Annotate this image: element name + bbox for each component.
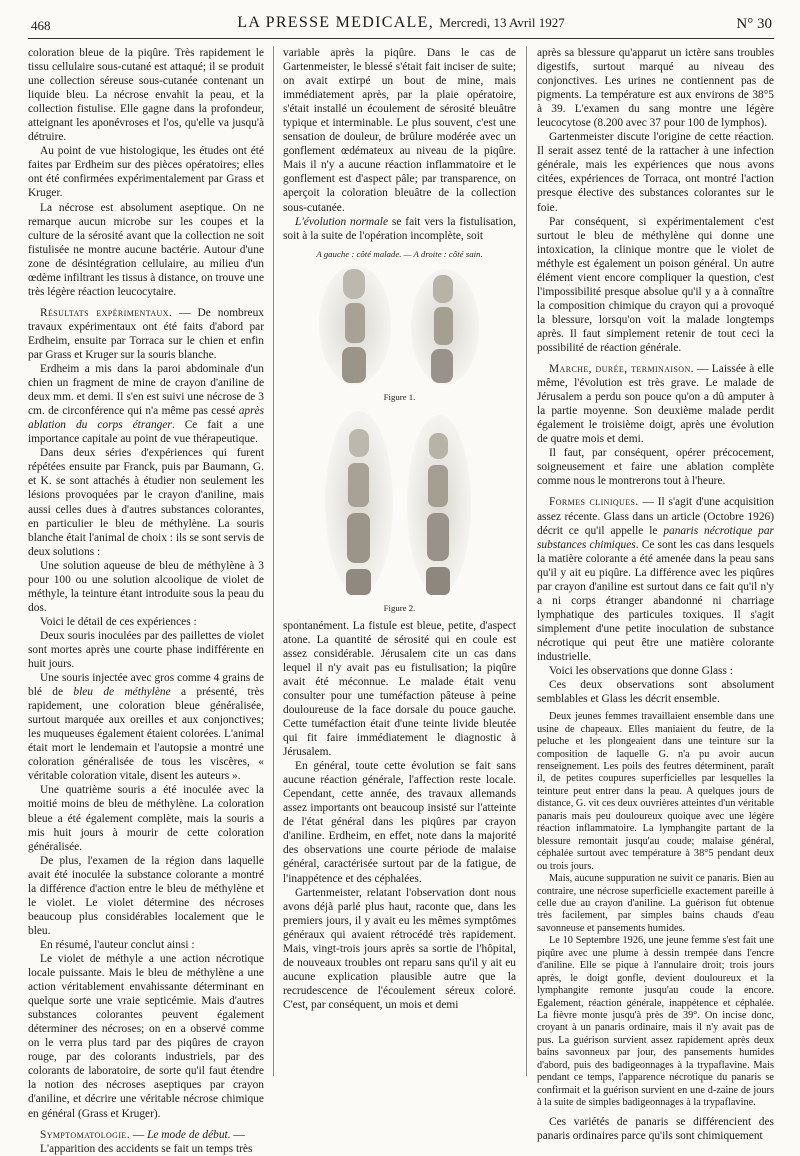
section-heading: Formes cliniques. <box>549 496 639 509</box>
issue-number: N° 30 <box>736 16 772 32</box>
paragraph: En général, toute cette évolution se fait sans aucune réaction générale, l'affection reste locale. Cependant, cette année, des travaux allemands assez importants ont beaucoup insisté sur l'atteinte de l'état général dans les piqûres par crayon d'aniline. Erdheim, en effet, note dans la majorité des observations une courte période de malaise général, caractérisée surtout par de la fatigue, de l'inappétence et des céphalées. <box>283 760 516 885</box>
column-rule <box>273 46 274 1076</box>
x-ray-fingers-image <box>313 265 488 385</box>
paragraph: Marche, durée, terminaison. — Laissée à elle même, l'évolution est très grave. Le malade de Jérusalem a perdu son pouce qu'on a dû amputer à la partie moyenne. Son deuxième malade perdit également le troisième doigt, après une évolution de quatre mois et demi. <box>537 363 774 446</box>
paragraph: après sa blessure qu'apparut un ictère sans troubles digestifs, surtout marqué au niveau des conjonctives. Les urines ne contiennent pas de pigments. La température est aux environs de 38°5 à 39. L'examen du sang montre une légère leucocytose (8.200 avec 37 pour 100 de lymphos). <box>537 47 774 130</box>
paragraph: De plus, l'examen de la région dans laquelle avait été inoculée la substance colorante a montré la différence d'action entre le bleu de méthylène et le violet. Le violet détermine des nécroses beaucoup plus considérables localement que le bleu. <box>28 854 264 937</box>
paragraph: Ces variétés de panaris se différencient des panaris ordinaires parce qu'ils sont chimiquement <box>537 1115 774 1142</box>
paragraph: Deux souris inoculées par des paillettes de violet sont mortes après une courte phase indifférente en huit jours. <box>28 629 264 671</box>
paragraph: Une souris injectée avec gros comme 4 grains de blé de bleu de méthylène a présenté, très rapidement, une coloration bleue généralisée, surtout marquée aux oreilles et aux conjonctives; les muqueuses également étaient colorées. L'animal était mort le lendemain et l'autopsie a montré une coloration généralisée de tous les viscères, « véritable coloration vitale, disent les auteurs ». <box>28 672 265 783</box>
paragraph: Ces deux observations sont absolument semblables et Glass les décrit ensemble. <box>537 679 774 706</box>
paragraph: Une solution aqueuse de bleu de méthylène à 3 pour 100 ou une solution alcoolique de violet de méthyle, la teinture étant introduite sous la peau du dos. <box>28 559 264 614</box>
subsection-heading: Le mode de début. <box>147 1128 231 1141</box>
column-rule <box>526 46 527 1076</box>
journal-title-line <box>28 14 774 32</box>
column-right <box>537 46 774 1143</box>
page-number: 468 <box>31 18 51 33</box>
paragraph: variable après la piqûre. Dans le cas de Gartenmeister, le blessé s'était fait inciser de suite; on avait extirpé un bout de mine, mais immédiatement après, par la plaie opératoire, s'était installé un écoulement de sérosité bleuâtre typique et interminable. Le plus souvent, c'est une sensation de douleur, de brûlure modérée avec un gonflement œdémateux au niveau de la piqûre. Mais il n'y a aucune réaction inflammatoire et le gonflement est d'aspect pâle; par transparence, on aperçoit la coloration bleuâtre de la collection sous-cutanée. <box>283 47 516 214</box>
figure-legend: A gauche : côté malade. — A droite : côté sain. <box>316 248 483 259</box>
paragraph: Voici les observations que donne Glass : <box>549 665 733 678</box>
small-print-paragraph: Le 10 Septembre 1926, une jeune femme s'est fait une piqûre avec une plume à dessin trempée dans l'encre d'aniline. Elle se pique à l'annulaire droit; trois jours après, le doigt gonfle, devient douloureux et la lymphangite remonte jusqu'au coude la encore. Egalement, réaction générale, inappétence et céphalée. La fièvre monte jusqu'à près de 39°. On incise donc, croyant à un panaris ordinaire, mais il n'y avait pas de pus. La guérison survient assez rapidement après deux bains savonneux par jour, des pansements humides d'abord, puis des badigeonnages à la trypaflavine. Mais pendant ce temps, l'apparence nécrotique du panaris se confirmait et la guérison survient en une d-zaine de jours à la suite de simples badigeonnages à la trypaflavine. <box>537 935 774 1109</box>
figure-caption: Figure 1. <box>383 391 416 402</box>
header-rule <box>28 38 774 39</box>
issue-date: Mercredi, 13 Avril 1927 <box>439 15 565 30</box>
paragraph: Dans deux séries d'expériences qui furent répétées ensuite par Franck, puis par Baumann, G. et K. se sont attachés à étudier non seulement les lésions provoquées par le crayon d'aniline, mais aussi celles dues à d'autres substances colorantes, en particulier le bleu de méthylène. La souris blanche était l'animal de choix : ils se sont servis de deux solutions : <box>28 447 264 558</box>
column-middle <box>283 46 516 1012</box>
paragraph: L'apparition des accidents se fait un temps très <box>40 1142 253 1155</box>
section-heading: Marche, durée, terminaison. <box>549 363 694 376</box>
paragraph: spontanément. La fistule est bleue, petite, d'aspect atone. La quantité de sérosité qui en coule est assez considérable. Jérusalem cite un cas dans lequel il n'y avait pas eu fistulisation; la piqûre avait été méconnue. Le malade était venu consulter pour une tuméfaction pâteuse à peine douloureuse de la face dorsale du pouce gauche. Cette tuméfaction était d'une teinte livide bleutée qui fit faire immédiatement le diagnostic à Jérusalem. <box>283 619 516 759</box>
x-ray-fingers-image <box>321 409 481 597</box>
section-heading: Symptomatologie. <box>40 1128 130 1141</box>
paragraph: Au point de vue histologique, les études ont été faites par Erdheim sur des pièces opératoires; elles ont été confirmées expérimentalement par Grass et Kruger. <box>28 145 264 200</box>
paragraph: Gartenmeister, relatant l'observation dont nous avons déjà parlé plus haut, raconte que, dans les premiers jours, il y avait eu les mêmes symptômes généraux qui avaient rétrocédé très rapidement. Mais, vingt-trois jours après sa sortie de l'hôpital, de nouveaux troubles ont reparu sans qu'il y ait eu aucune explication plausible autre que la recrudescence de l'écoulement séreux coloré. C'est, par conséquent, un mois et demi <box>283 886 516 1011</box>
section-heading: Résultats expérimentaux. <box>40 306 173 319</box>
paragraph: En résumé, l'auteur conclut ainsi : <box>40 938 195 951</box>
small-print-paragraph: Mais, aucune suppuration ne suivit ce panaris. Bien au contraire, une nécrose superficielle exactement pareille à celle due au crayon d'aniline. La guérison fut obtenue très facilement, par simples bains chauds d'eau savonneuse et pansements humides. <box>537 873 774 934</box>
journal-title: LA PRESSE MEDICALE, <box>237 14 434 31</box>
figure-caption: Figure 2. <box>383 602 416 613</box>
paragraph: Résultats expérimentaux. — De nombreux travaux expérimentaux ont été faits d'abord par Erdheim, ensuite par Torraca sur le chien et enfin par Grass et Kruger sur la souris blanche. <box>28 306 264 361</box>
paragraph: L'évolution normale se fait vers la fistulisation, soit à la suite de l'opération incomplète, soit <box>283 215 516 242</box>
paragraph: Erdheim a mis dans la paroi abdominale d'un chien un fragment de mine de crayon d'aniline de deux mm. et demi. Il s'en est suivi une nécrose de 3 cm. de circonférence qui n'a même pas cessé après ablation du corps étranger. Ce fait a une importance capitale au point de vue thérapeutique. <box>28 363 264 446</box>
paragraph: Il faut, par conséquent, opérer précocement, soigneusement et faire une ablation complète comme nous le montrerons tout à l'heure. <box>537 447 774 488</box>
figure-1 <box>283 247 516 403</box>
paragraph: La nécrose est absolument aseptique. On ne remarque aucun microbe sur les coupes et la culture de la sérosité avant que la collection ne soit fistulisée ne montre aucune bactérie. Autour d'une zone de désintégration cellulaire, au milieu d'un œdème infiltrant les tissus à distance, on trouve une très légère réaction leucocytaire. <box>28 201 264 298</box>
paragraph: Par conséquent, si expérimentalement c'est surtout le bleu de méthylène qui donne une intoxication, la clinique montre que le violet de méthyle est également un poison général. Un autre élément vient encore compliquer la question, c'est l'impossibilité presque absolue qu'il y a à connaître la composition chimique du crayon qui a provoqué la blessure, lorsqu'on voit la malade longtemps après. Il faut simplement retenir de tout ceci la possibilité de réaction générale. <box>537 215 774 354</box>
paragraph: Voici le détail de ces expériences : <box>40 615 197 628</box>
small-print-paragraph: Deux jeunes femmes travaillaient ensemble dans une usine de chapeaux. Elles maniaient du feutre, de la peluche et les plongeaient dans une teinture sur la composition de laquelle G. n'a pu avoir aucun renseignement. Les poils des feutres déterminent, paraît il, de petites coupures superficielles par lesquelles la teinture peut entrer dans la peau. A quelques jours de distance, G. vit ces deux ouvrières atteintes d'un véritable panaris mais peu douloureux quoique avec une légère réaction inflammatoire. La lymphangite partant de la blessure remontait jusqu'au coude; malaise général, céphalée surtout avec température à 38°5 pendant deux ou trois jours. <box>537 711 774 872</box>
figure-2 <box>283 407 516 615</box>
page-header <box>28 14 774 36</box>
paragraph: Une quatrième souris a été inoculée avec la moitié moins de bleu de méthylène. La coloration bleue a été également complète, mais la souris a mis huit jours à mourir de cette coloration généralisée. <box>28 784 264 853</box>
paragraph: Formes cliniques. — Il s'agit d'une acquisition assez récente. Glass dans un article (Octobre 1926) décrit ce qu'il appelle le panaris nécrotique par substances chimiques. Ce sont les cas dans lesquels la matière colorante a été amenée dans la peau sans qu'il y ait eu piqûre. La différence avec les piqûres par crayon d'aniline est surtout dans ce fait qu'il n'y a ni corps étranger abandonné ni charriage lymphatique des particules toxiques. Il s'agit simplement d'une petite inoculation de substance nécrotique qui peut être une matière colorante industrielle. <box>537 496 774 663</box>
paragraph: Gartenmeister discute l'origine de cette réaction. Il serait assez tenté de la rattacher à une infection générale, mais les expériences que nous avons citées, expériences de Torraca, ont montré l'action presque élective des substances colorantes sur le foie. <box>537 131 774 214</box>
paragraph: Le violet de méthyle a une action nécrotique locale puissante. Mais le bleu de méthylène a une action véritablement envahissante déterminant en quelque sorte une vraie septicémie. Mais d'autres substances colorantes peuvent également déterminer des nécroses; on en a observé comme on le verra plus tard par des piqûres de crayon rouge, par des colorants industriels, par des colorants de laboratoire, de sorte qu'il faut étendre la notion des nécroses aseptiques par crayon d'aniline, et décrire une véritable nécrose chimique en général (Grass et Kruger). <box>28 953 264 1120</box>
column-left <box>28 46 264 1156</box>
paragraph: Symptomatologie. — Le mode de début. — <box>40 1128 245 1141</box>
paragraph: coloration bleue de la piqûre. Très rapidement le tissu cellulaire sous-cutané est attaqué; il se produit une collection séreuse sous-cutanée contenant un liquide bleu. La nécrose envahit la peau, et la collection fistulise. Elle gagne dans la profondeur, atteignant les aponévroses et l'os, qu'elle va jusqu'à détruire. <box>28 47 264 144</box>
